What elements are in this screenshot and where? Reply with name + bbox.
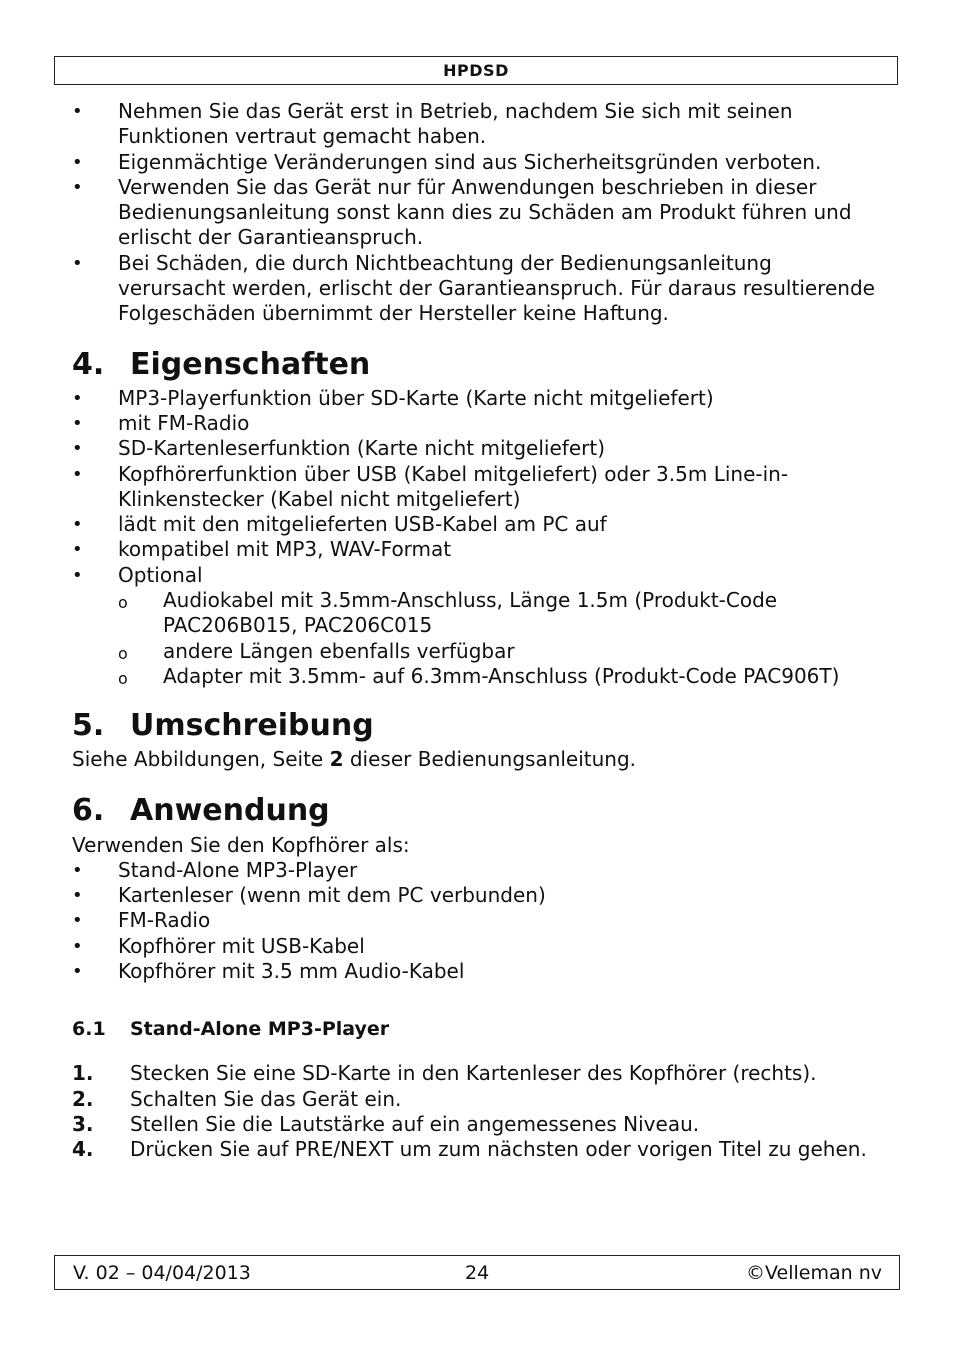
optional-sublist [118, 588, 882, 689]
bullet-icon: • [72, 539, 83, 561]
section-title: Eigenschaften [130, 346, 371, 382]
step-number: 1. [72, 1061, 94, 1086]
header-title: HPDSD [443, 61, 509, 80]
list-item: • MP3-Playerfunktion über SD-Karte (Karte nicht mitgeliefert) [72, 385, 714, 410]
subsection-number: 6.1 [72, 1018, 106, 1041]
circle-bullet-icon: o [118, 668, 128, 688]
list-item: • Optional o Audiokabel mit 3.5mm-Anschluss, Länge 1.5m (Produkt-Code PAC206B015, PAC206C015 o andere Längen ebenfalls verfügbar o Adapter mit 3.5mm- auf 6.3mm-Anschluss (Produkt-Code PAC906T) [72, 563, 882, 689]
section-number: 6. [72, 792, 105, 828]
step-item: 4. Drücken Sie auf PRE/NEXT um zum nächsten oder vorigen Titel zu gehen. [72, 1137, 867, 1162]
sub-list-item: o andere Längen ebenfalls verfügbar [118, 639, 882, 664]
bullet-icon: • [72, 387, 83, 409]
list-item: • FM-Radio [72, 908, 211, 933]
page-header [54, 56, 898, 85]
page-content [72, 99, 882, 1163]
bullet-icon: • [72, 564, 83, 586]
list-item: • lädt mit den mitgelieferten USB-Kabel am PC auf [72, 512, 607, 537]
bullet-icon: • [72, 910, 83, 932]
sub-list-item: o Audiokabel mit 3.5mm-Anschluss, Länge 1.5m (Produkt-Code PAC206B015, PAC206C015 [118, 588, 778, 638]
bullet-icon: • [72, 935, 83, 957]
section-5-paragraph: Siehe Abbildungen, Seite 2 dieser Bedienungsanleitung. [72, 747, 637, 772]
list-item: • Kopfhörerfunktion über USB (Kabel mitgeliefert) oder 3.5m Line-in-Klinkenstecker (Kabel nicht mitgeliefert) [72, 461, 789, 511]
bullet-icon: • [72, 961, 83, 983]
step-item: 3. Stellen Sie die Lautstärke auf ein angemessenes Niveau. [72, 1111, 700, 1136]
subsection-6-1-heading [72, 1017, 882, 1041]
section-5-heading [72, 708, 882, 744]
footer-version: V. 02 – 04/04/2013 [73, 1262, 251, 1284]
list-item: • SD-Kartenleserfunktion (Karte nicht mitgeliefert) [72, 436, 605, 461]
bullet-icon: • [72, 151, 83, 173]
step-item: 2. Schalten Sie das Gerät ein. [72, 1086, 402, 1111]
list-item: • Bei Schäden, die durch Nichtbeachtung der Bedienungsanleitung verursacht werden, erlischt der Garantieanspruch. Für daraus resultierende Folgeschäden übernimmt der Hersteller keine Haftung. [72, 250, 875, 326]
sub-list-item: o Adapter mit 3.5mm- auf 6.3mm-Anschluss (Produkt-Code PAC906T) [118, 664, 882, 689]
step-number: 2. [72, 1086, 94, 1111]
bullet-icon: • [72, 859, 83, 881]
list-item: • Verwenden Sie das Gerät nur für Anwendungen beschrieben in dieser Bedienungsanleitung sonst kann dies zu Schäden am Produkt führen und erlischt der Garantieanspruch. [72, 174, 852, 250]
section-6-heading [72, 793, 882, 829]
section-4-heading [72, 347, 882, 383]
page-footer [54, 1255, 900, 1290]
bullet-icon: • [72, 252, 83, 274]
intro-bullet-list [72, 99, 882, 327]
bullet-icon: • [72, 514, 83, 536]
section-number: 5. [72, 708, 105, 744]
bullet-icon: • [72, 412, 83, 434]
list-item: • kompatibel mit MP3, WAV-Format [72, 537, 452, 562]
bullet-icon: • [72, 463, 83, 485]
section-number: 4. [72, 346, 105, 382]
list-item: • Kopfhörer mit 3.5 mm Audio-Kabel [72, 959, 465, 984]
circle-bullet-icon: o [118, 593, 128, 613]
list-item: • Kopfhörer mit USB-Kabel [72, 933, 365, 958]
usage-list [72, 858, 882, 984]
footer-copyright: ©Velleman nv [746, 1262, 882, 1284]
section-6-intro: Verwenden Sie den Kopfhörer als: [72, 832, 410, 857]
list-item: • Stand-Alone MP3-Player [72, 857, 358, 882]
list-item: • Kartenleser (wenn mit dem PC verbunden) [72, 883, 546, 908]
steps-list [72, 1061, 882, 1162]
list-item: • Eigenmächtige Veränderungen sind aus Sicherheitsgründen verboten. [72, 149, 822, 174]
list-item: • Nehmen Sie das Gerät erst in Betrieb, nachdem Sie sich mit seinen Funktionen vertraut gemacht haben. [72, 99, 793, 149]
bullet-icon: • [72, 176, 83, 198]
footer-page-number: 24 [465, 1262, 490, 1284]
step-item: 1. Stecken Sie eine SD-Karte in den Kartenleser des Kopfhörer (rechts). [72, 1061, 817, 1086]
features-list [72, 386, 882, 690]
section-title: Anwendung [130, 792, 330, 828]
subsection-title: Stand-Alone MP3-Player [130, 1018, 390, 1041]
circle-bullet-icon: o [118, 643, 128, 663]
bullet-icon: • [72, 438, 83, 460]
page-reference: 2 [329, 747, 344, 772]
bullet-icon: • [72, 101, 83, 122]
step-number: 3. [72, 1111, 94, 1136]
section-title: Umschreibung [130, 708, 374, 744]
step-number: 4. [72, 1137, 94, 1162]
bullet-icon: • [72, 885, 83, 907]
list-item: • mit FM-Radio [72, 410, 250, 435]
